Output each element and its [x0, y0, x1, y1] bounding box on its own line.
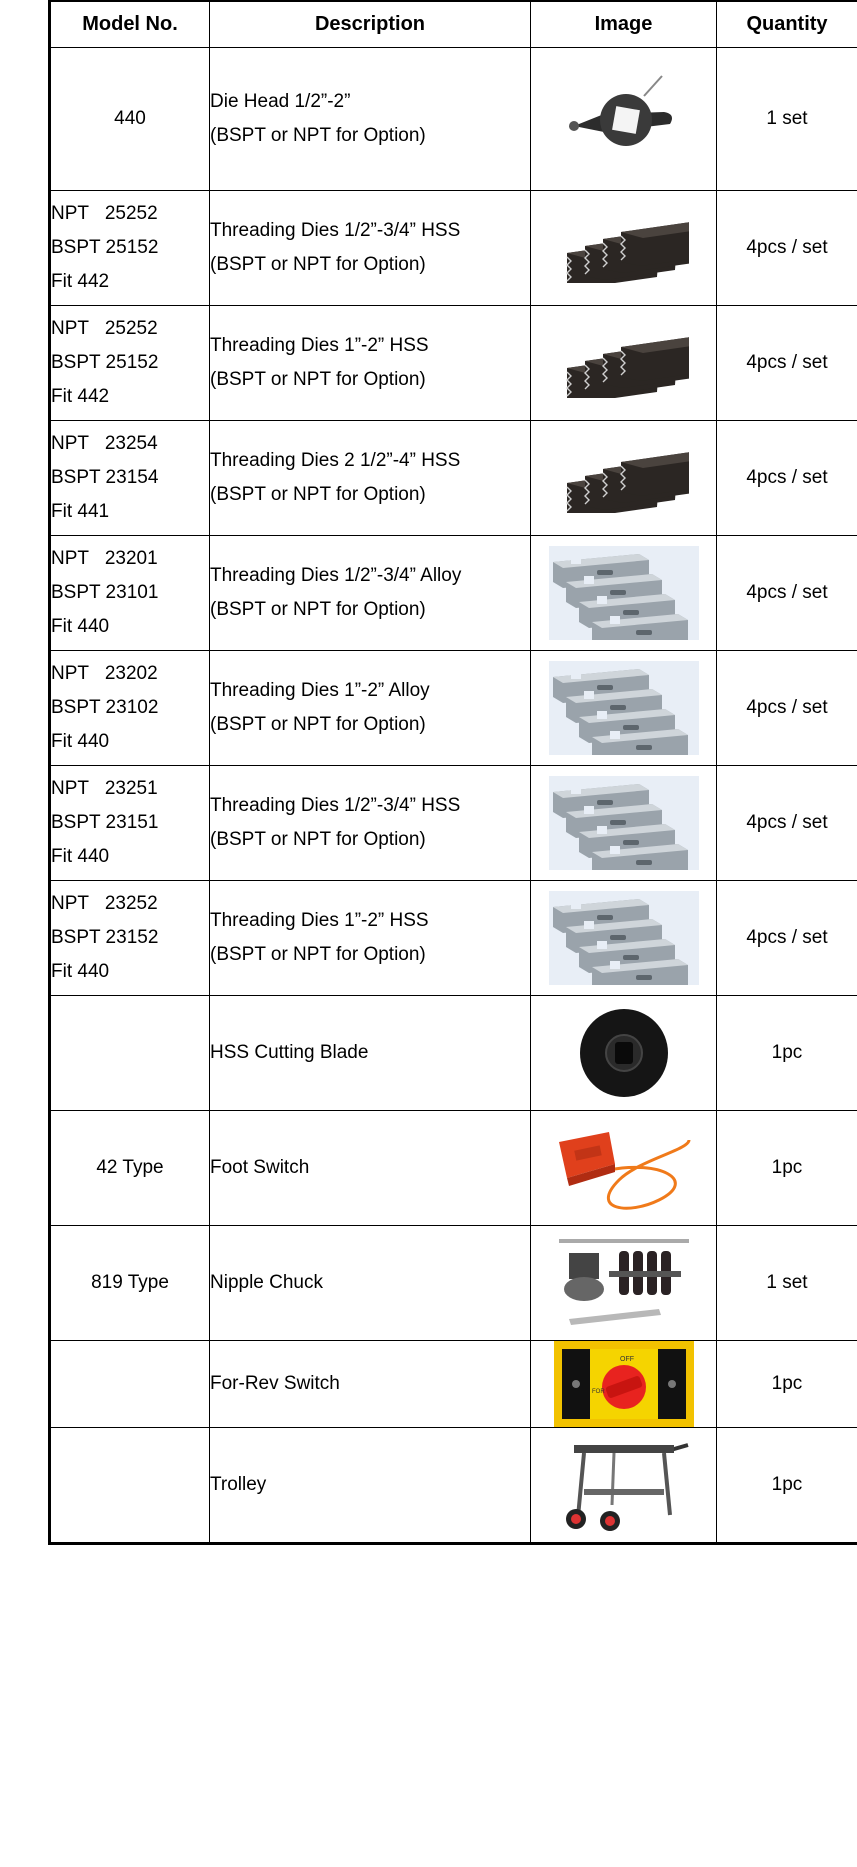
quantity-cell: 4pcs / set	[717, 880, 857, 995]
description-text: Threading Dies 1”-2” HSS	[210, 909, 429, 931]
description-text: Die Head 1/2”-2”	[210, 90, 351, 112]
quantity-cell: 1pc	[717, 1340, 857, 1427]
image-cell	[531, 1225, 717, 1340]
die-head-icon	[531, 74, 716, 164]
model-number: BSPT 23101	[51, 581, 159, 603]
description-text: (BSPT or NPT for Option)	[210, 598, 426, 620]
quantity-cell: 1pc	[717, 1110, 857, 1225]
description-text: (BSPT or NPT for Option)	[210, 253, 426, 275]
parts-table	[48, 0, 857, 1545]
model-number: Fit 440	[51, 615, 110, 637]
model-number: NPT 23251	[51, 777, 158, 799]
description-text: (BSPT or NPT for Option)	[210, 943, 426, 965]
description-text: Threading Dies 1”-2” HSS	[210, 334, 429, 356]
model-number: NPT 25252	[51, 202, 158, 224]
description-text: Nipple Chuck	[210, 1271, 323, 1293]
description-text: Threading Dies 1/2”-3/4” HSS	[210, 219, 461, 241]
description-cell	[210, 305, 531, 420]
model-cell	[50, 190, 210, 305]
table-row	[50, 1110, 857, 1225]
quantity-cell: 4pcs / set	[717, 190, 857, 305]
description-text: For-Rev Switch	[210, 1372, 340, 1394]
model-number: BSPT 23102	[51, 696, 159, 718]
header-quantity: Quantity	[717, 1, 857, 47]
foot-switch-icon	[531, 1120, 716, 1216]
model-cell	[50, 420, 210, 535]
table-row	[50, 650, 857, 765]
model-number: BSPT 25152	[51, 351, 159, 373]
description-cell	[210, 880, 531, 995]
header-row	[50, 1, 857, 47]
header-description: Description	[210, 1, 531, 47]
model-number: Fit 440	[51, 730, 110, 752]
quantity-cell: 1pc	[717, 1427, 857, 1543]
description-text: (BSPT or NPT for Option)	[210, 124, 426, 146]
image-cell	[531, 420, 717, 535]
model-number: NPT 23201	[51, 547, 158, 569]
image-cell	[531, 535, 717, 650]
model-number: 42 Type	[96, 1156, 164, 1178]
image-cell	[531, 765, 717, 880]
description-text: (BSPT or NPT for Option)	[210, 713, 426, 735]
dark-dies-icon	[531, 443, 716, 513]
model-number: BSPT 23151	[51, 811, 159, 833]
model-number: Fit 440	[51, 960, 110, 982]
model-cell	[50, 47, 210, 190]
description-cell	[210, 650, 531, 765]
image-cell	[531, 1340, 717, 1427]
description-text: Trolley	[210, 1473, 267, 1495]
description-cell	[210, 1110, 531, 1225]
nipple-chuck-icon	[531, 1233, 716, 1333]
table-row	[50, 190, 857, 305]
svg-text:OFF: OFF	[619, 1355, 634, 1363]
model-number: Fit 440	[51, 845, 110, 867]
model-cell	[50, 765, 210, 880]
model-number: NPT 23202	[51, 662, 158, 684]
model-number: NPT 25252	[51, 317, 158, 339]
image-cell	[531, 880, 717, 995]
table-row	[50, 47, 857, 190]
description-cell	[210, 765, 531, 880]
model-number: Fit 442	[51, 270, 110, 292]
description-cell	[210, 1427, 531, 1543]
model-number: 440	[114, 107, 146, 129]
table-row	[50, 420, 857, 535]
description-text: (BSPT or NPT for Option)	[210, 368, 426, 390]
description-text: Threading Dies 1”-2” Alloy	[210, 679, 430, 701]
description-text: Threading Dies 1/2”-3/4” HSS	[210, 794, 461, 816]
model-number: Fit 442	[51, 385, 110, 407]
description-cell	[210, 1225, 531, 1340]
header-image: Image	[531, 1, 717, 47]
description-cell	[210, 47, 531, 190]
silver-dies-icon	[531, 661, 716, 755]
dark-dies-icon	[531, 328, 716, 398]
image-cell	[531, 305, 717, 420]
table-row	[50, 1340, 857, 1427]
quantity-cell: 4pcs / set	[717, 305, 857, 420]
model-cell	[50, 535, 210, 650]
svg-text:FOR: FOR	[591, 1388, 605, 1395]
model-cell	[50, 1427, 210, 1543]
model-cell	[50, 1225, 210, 1340]
model-number: Fit 441	[51, 500, 110, 522]
quantity-cell: 4pcs / set	[717, 650, 857, 765]
table-row	[50, 1427, 857, 1543]
for-rev-switch-icon	[531, 1341, 716, 1427]
description-cell	[210, 190, 531, 305]
description-cell	[210, 535, 531, 650]
quantity-cell: 4pcs / set	[717, 535, 857, 650]
image-cell	[531, 1110, 717, 1225]
quantity-cell: 4pcs / set	[717, 420, 857, 535]
image-cell	[531, 190, 717, 305]
model-cell	[50, 880, 210, 995]
image-cell	[531, 650, 717, 765]
quantity-cell: 1 set	[717, 1225, 857, 1340]
model-number: 819 Type	[91, 1271, 169, 1293]
description-text: (BSPT or NPT for Option)	[210, 483, 426, 505]
model-cell	[50, 1340, 210, 1427]
image-cell	[531, 995, 717, 1110]
table-row	[50, 880, 857, 995]
table-row	[50, 305, 857, 420]
table-row	[50, 995, 857, 1110]
description-text: HSS Cutting Blade	[210, 1041, 369, 1063]
table-row	[50, 535, 857, 650]
table-row	[50, 1225, 857, 1340]
description-text: Threading Dies 1/2”-3/4” Alloy	[210, 564, 462, 586]
header-model: Model No.	[50, 1, 210, 47]
model-number: NPT 23252	[51, 892, 158, 914]
model-cell	[50, 650, 210, 765]
description-cell	[210, 1340, 531, 1427]
description-text: (BSPT or NPT for Option)	[210, 828, 426, 850]
cutting-blade-icon	[531, 1005, 716, 1101]
model-number: BSPT 25152	[51, 236, 159, 258]
model-number: BSPT 23154	[51, 466, 159, 488]
trolley-icon	[531, 1435, 716, 1535]
silver-dies-icon	[531, 891, 716, 985]
quantity-cell: 1pc	[717, 995, 857, 1110]
dark-dies-icon	[531, 213, 716, 283]
model-number: BSPT 23152	[51, 926, 159, 948]
description-text: Foot Switch	[210, 1156, 310, 1178]
table-row	[50, 765, 857, 880]
quantity-cell: 1 set	[717, 47, 857, 190]
model-number: NPT 23254	[51, 432, 158, 454]
quantity-cell: 4pcs / set	[717, 765, 857, 880]
model-cell	[50, 995, 210, 1110]
description-cell	[210, 420, 531, 535]
silver-dies-icon	[531, 546, 716, 640]
image-cell	[531, 1427, 717, 1543]
silver-dies-icon	[531, 776, 716, 870]
description-text: Threading Dies 2 1/2”-4” HSS	[210, 449, 461, 471]
image-cell	[531, 47, 717, 190]
description-cell	[210, 995, 531, 1110]
model-cell	[50, 1110, 210, 1225]
model-cell	[50, 305, 210, 420]
